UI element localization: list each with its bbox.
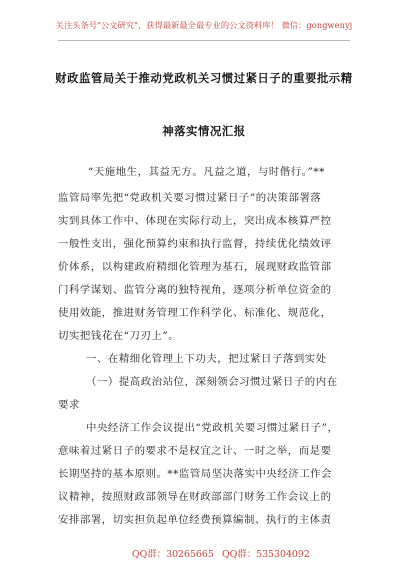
body-line: 实到具体工作中、体现在实际行动上，突出成本核算严控	[58, 215, 332, 227]
subsection-heading-continued: 要求	[58, 399, 80, 411]
header-divider	[58, 40, 350, 41]
footer-qq-group-2: QQ群：535304092	[222, 549, 310, 560]
body-line: 门科学谋划、监管分离的独特视角，逐项分析单位资金的	[58, 284, 332, 296]
body-line: 一般性支出，强化预算约束和执行监督，持续优化绩效评	[58, 238, 332, 250]
header-banner: 关注头条号"公文研究"，获得最新最全最专业的公文资料库！ 微信：gongwenyj	[55, 20, 353, 30]
body-line: 使用效能，推进财务管理工作科学化、标准化、规范化，	[58, 307, 332, 319]
body-line: 议精神，按照财政部领导在财政部部门财务工作会议上的	[58, 491, 332, 503]
document-title-line-1: 财政监管局关于推动党政机关习惯过紧日子的重要批示精	[55, 71, 353, 85]
body-line: 中央经济工作会议提出“党政机关要习惯过紧日子”，	[86, 422, 339, 434]
body-line: 安排部署，切实担负起单位经费预算编制、执行的主体责	[58, 514, 332, 526]
body-line: 监管局率先把“党政机关要习惯过紧日子”的决策部署落	[58, 192, 322, 204]
footer	[0, 546, 408, 560]
body-line: 长期坚持的基本原则。**监管局坚决落实中央经济工作会	[58, 468, 333, 480]
body-line: 价体系，以构建政府精细化管理为基石，展现财政监管部	[58, 261, 332, 273]
body-line: 意味着过紧日子的要求不是权宜之计、一时之举，而是要	[58, 445, 332, 457]
body-line: 切实把钱花在“刀刃上”。	[58, 330, 180, 342]
footer-qq-group-1: QQ群：30265665	[132, 549, 214, 560]
document-title-line-2: 神落实情况汇报	[162, 124, 246, 138]
section-heading: 一、在精细化管理上下功夫，把过紧日子落到实处	[86, 353, 327, 365]
subsection-heading: （一）提高政治站位，深刻领会习惯过紧日子的内在	[86, 376, 338, 388]
body-line: “天施地生，其益无方。凡益之道，与时偕行。”**	[88, 166, 325, 178]
